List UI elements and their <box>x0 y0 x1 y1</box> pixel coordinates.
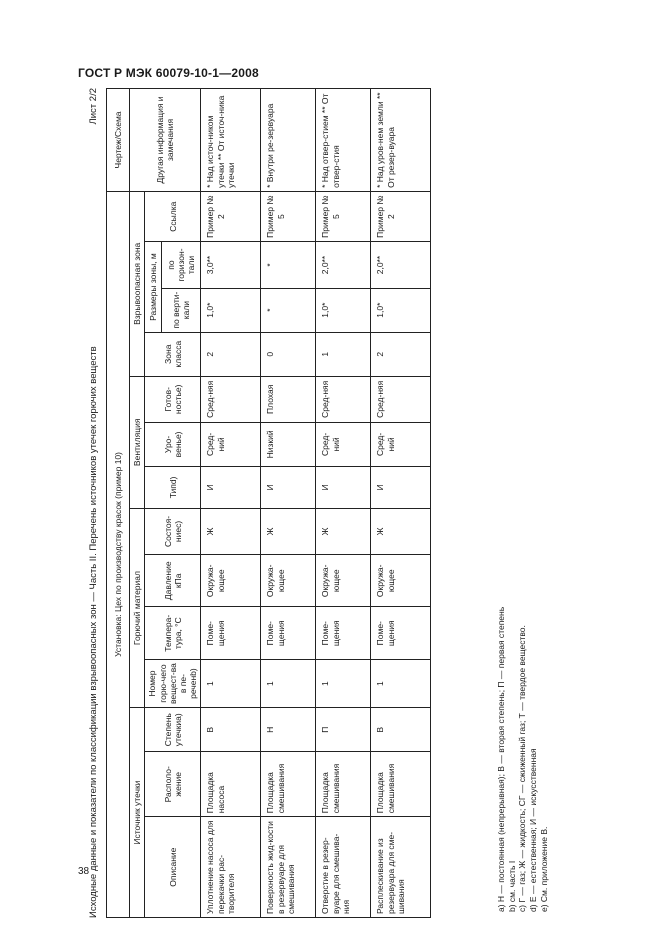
group-source-header: Источник утечки <box>130 708 145 918</box>
row-reference: Пример № 2 <box>371 191 431 242</box>
row-description: Расплескивание из резервуара для сме-шивания <box>371 817 431 918</box>
row-vent-readiness: Плохая <box>261 376 316 422</box>
sheet-number: Лист 2/2 <box>88 88 99 125</box>
col-zone-class-header: Зона класса <box>145 332 201 376</box>
col-reference-header: Ссылка <box>145 191 201 242</box>
row-vent-level: Низкий <box>261 422 316 466</box>
row-substance: 1 <box>371 659 431 707</box>
row-vent-level: Сред-ний <box>201 422 261 466</box>
row-pressure: Окружа-ющее <box>201 555 261 607</box>
footnote-e: e) См. приложение В. <box>538 826 549 912</box>
row-zone-vertical: 1,0* <box>316 288 371 332</box>
row-reference: Пример № 2 <box>201 191 261 242</box>
col-state-header: Состоя-ниеc) <box>145 508 201 554</box>
row-reference: Пример № 5 <box>261 191 316 242</box>
row-vent-type: И <box>201 466 261 508</box>
footnote-c: c) Г — газ; Ж — жидкость; СГ — сжиженный газ; Т — твердое вещество. <box>517 625 528 912</box>
caption-text: Исходные данные и показатели по классификации взрывоопасных зон — Часть II. Перечень источников утечек горючих веществ <box>88 346 99 918</box>
row-zone-class: 2 <box>371 332 431 376</box>
row-vent-level: Сред-ний <box>316 422 371 466</box>
footnote-b: b) см. часть I <box>506 860 517 912</box>
col-location-header: Располо-жение <box>145 752 201 817</box>
row-notes: * Над источ-ником утечки ** От источ-ника утечки <box>201 89 261 192</box>
table-row <box>371 89 431 918</box>
scheme-title: Чертеж/Схема <box>107 89 130 192</box>
col-pressure-header: Давление кПа <box>145 555 201 607</box>
col-zone-vertical-header: по верти-кали <box>162 288 201 332</box>
rotated-landscape-content <box>88 88 578 918</box>
footnote-a: a) Н — постоянная (непрерывная); В — вторая степень; П — первая степень <box>496 606 506 912</box>
row-zone-class: 0 <box>261 332 316 376</box>
table-row <box>261 89 316 918</box>
row-pressure: Окружа-ющее <box>316 555 371 607</box>
group-other-header: Другая информация и замечания <box>130 89 201 192</box>
footnote-d: d) Е — естественная; И — искусственная <box>527 748 538 912</box>
row-vent-type: И <box>371 466 431 508</box>
row-temperature: Поме-щения <box>371 607 431 659</box>
row-zone-class: 1 <box>316 332 371 376</box>
row-notes: * Внутри ре-зервуара <box>261 89 316 192</box>
row-degree: Н <box>261 708 316 752</box>
group-material-header: Горючий материал <box>130 508 145 707</box>
row-degree: В <box>371 708 431 752</box>
row-vent-readiness: Сред-няя <box>316 376 371 422</box>
row-zone-horizontal: * <box>261 242 316 288</box>
col-degree-header: Степень утечкиa) <box>145 708 201 752</box>
row-pressure: Окружа-ющее <box>261 555 316 607</box>
row-state: Ж <box>261 508 316 554</box>
row-vent-readiness: Сред-няя <box>201 376 261 422</box>
row-zone-vertical: 1,0* <box>371 288 431 332</box>
row-degree: П <box>316 708 371 752</box>
row-vent-level: Сред-ний <box>371 422 431 466</box>
document-header: ГОСТ Р МЭК 60079-10-1—2008 <box>78 66 259 80</box>
row-substance: 1 <box>261 659 316 707</box>
row-reference: Пример № 5 <box>316 191 371 242</box>
col-zone-horizontal-header: по горизон-тали <box>162 242 201 288</box>
row-location: Площадка смешивания <box>316 752 371 817</box>
row-location: Площадка насоса <box>201 752 261 817</box>
col-vent-level-header: Уро-веньe) <box>145 422 201 466</box>
row-zone-class: 2 <box>201 332 261 376</box>
page-number: 38 <box>78 866 90 877</box>
group-zone-header: Взрывоопасная зона <box>130 191 145 376</box>
row-zone-vertical: * <box>261 288 316 332</box>
row-description: Отверстие в резер-вуаре для смешива-ния <box>316 817 371 918</box>
row-zone-horizontal: 3,0** <box>201 242 261 288</box>
row-zone-vertical: 1,0* <box>201 288 261 332</box>
row-vent-type: И <box>261 466 316 508</box>
row-substance: 1 <box>316 659 371 707</box>
row-substance: 1 <box>201 659 261 707</box>
row-notes: * Над отвер-стием ** От отвер-стия <box>316 89 371 192</box>
row-vent-type: И <box>316 466 371 508</box>
row-description: Поверхность жид-кости в резервуаре для смешивания <box>261 817 316 918</box>
installation-title: Установка: Цех по производству красок (пример 10) <box>107 191 130 917</box>
row-zone-horizontal: 2,0** <box>371 242 431 288</box>
group-ventilation-header: Вентиляция <box>130 376 145 508</box>
col-zone-sizes-header: Размеры зоны, м <box>145 242 162 332</box>
leak-sources-table <box>106 88 431 918</box>
table-caption <box>88 88 102 918</box>
col-vent-readiness-header: Готов-ностьe) <box>145 376 201 422</box>
row-temperature: Поме-щения <box>261 607 316 659</box>
col-description-header: Описание <box>145 817 201 918</box>
row-temperature: Поме-щения <box>201 607 261 659</box>
row-state: Ж <box>316 508 371 554</box>
row-pressure: Окружа-ющее <box>371 555 431 607</box>
row-description: Уплотнение насоса для перекачки рас-творителя <box>201 817 261 918</box>
row-state: Ж <box>201 508 261 554</box>
row-zone-horizontal: 2,0** <box>316 242 371 288</box>
row-vent-readiness: Сред-няя <box>371 376 431 422</box>
row-location: Площадка смешивания <box>371 752 431 817</box>
col-substance-header: Номер горю-чего вещест-ва в пе-реченb) <box>145 659 201 707</box>
row-state: Ж <box>371 508 431 554</box>
col-vent-type-header: Типd) <box>145 466 201 508</box>
row-location: Площадка смешивания <box>261 752 316 817</box>
row-notes: * Над уров-нем земли ** От резер-вуара <box>371 89 431 192</box>
col-temperature-header: Темпера-тура, °С <box>145 607 201 659</box>
row-degree: В <box>201 708 261 752</box>
table-row <box>316 89 371 918</box>
footnotes <box>496 92 549 912</box>
row-temperature: Поме-щения <box>316 607 371 659</box>
table-row <box>201 89 261 918</box>
